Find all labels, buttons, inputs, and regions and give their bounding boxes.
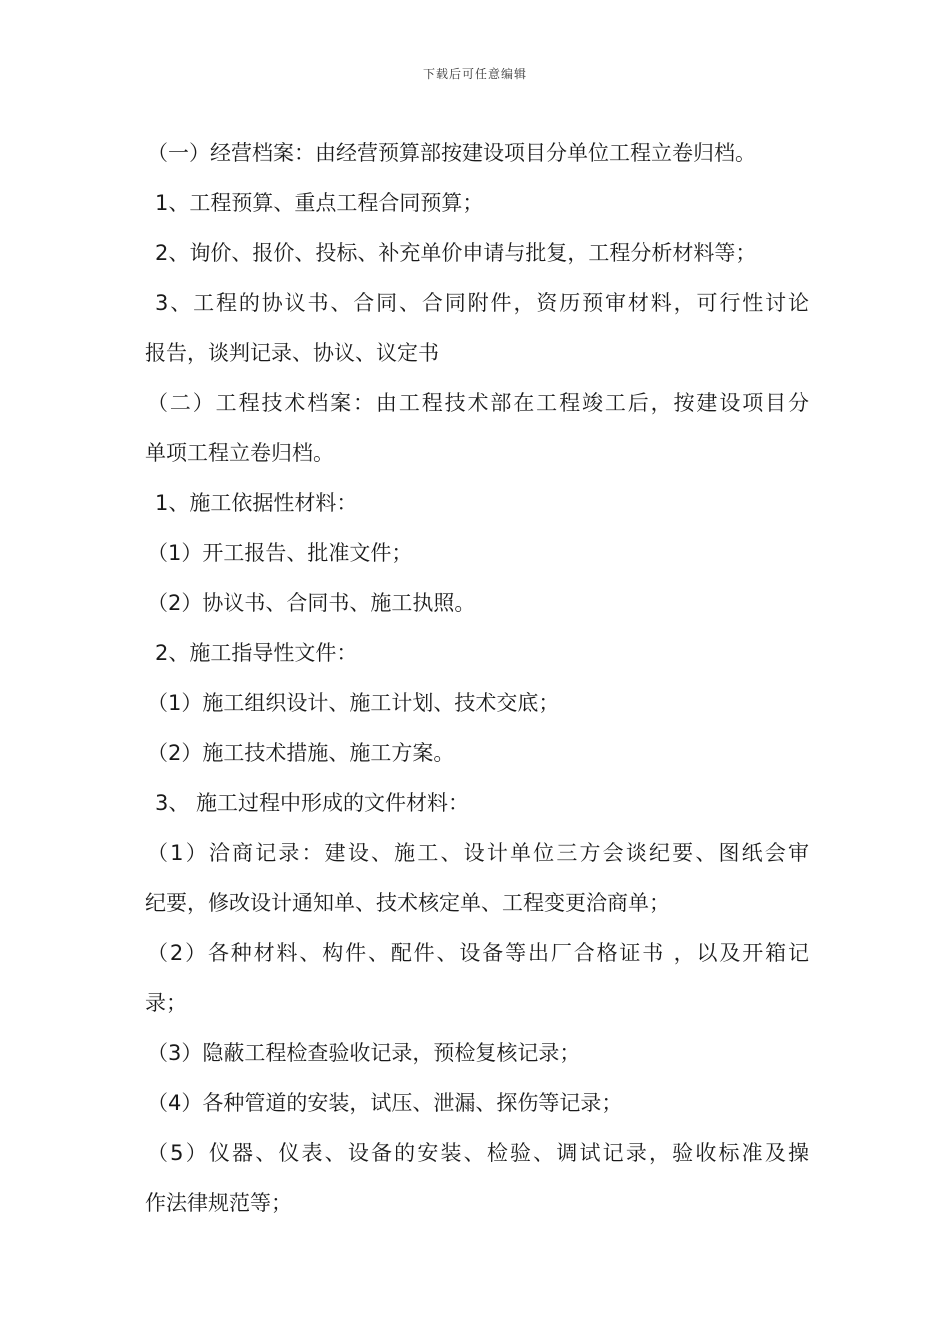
list-item: 2、施工指导性文件： [155,641,358,665]
sub-list-item-continuation: 录； [145,991,187,1015]
list-item-continuation: 报告，谈判记录、协议、议定书 [145,341,439,365]
document-body [145,128,809,1228]
list-item: 1、施工依据性材料： [155,491,358,515]
list-item: 1、工程预算、重点工程合同预算； [155,191,484,215]
sub-list-item: （1）洽商记录：建设、施工、设计单位三方会谈纪要、图纸会审 [147,841,809,865]
page-header: 下载后可任意编辑 [422,67,527,81]
section-heading-continuation: 单项工程立卷归档。 [145,441,334,465]
sub-list-item-continuation: 作法律规范等； [145,1191,292,1215]
sub-list-item: （3）隐蔽工程检查验收记录，预检复核记录； [147,1041,581,1065]
sub-list-item: （4）各种管道的安装，试压、泄漏、探伤等记录； [147,1091,623,1115]
sub-list-item: （5）仪器、仪表、设备的安装、检验、调试记录，验收标准及操 [147,1141,809,1165]
sub-list-item: （1）开工报告、批准文件； [147,541,413,565]
list-item: 3、 施工过程中形成的文件材料： [155,791,470,815]
list-item: 3、工程的协议书、合同、合同附件，资历预审材料，可行性讨论 [155,291,809,315]
sub-list-item: （2）施工技术措施、施工方案。 [147,741,455,765]
sub-list-item: （2）协议书、合同书、施工执照。 [147,591,476,615]
list-item: 2、询价、报价、投标、补充单价申请与批复，工程分析材料等； [155,241,757,265]
section-heading-business-archive: （一）经营档案：由经营预算部按建设项目分单位工程立卷归档。 [147,141,756,165]
sub-list-item: （2）各种材料、构件、配件、设备等出厂合格证书 ，以及开箱记 [147,941,809,965]
sub-list-item-continuation: 纪要，修改设计通知单、技术核定单、工程变更洽商单； [145,891,670,915]
section-heading-technical-archive: （二）工程技术档案：由工程技术部在工程竣工后，按建设项目分 [147,391,809,415]
sub-list-item: （1）施工组织设计、施工计划、技术交底； [147,691,560,715]
